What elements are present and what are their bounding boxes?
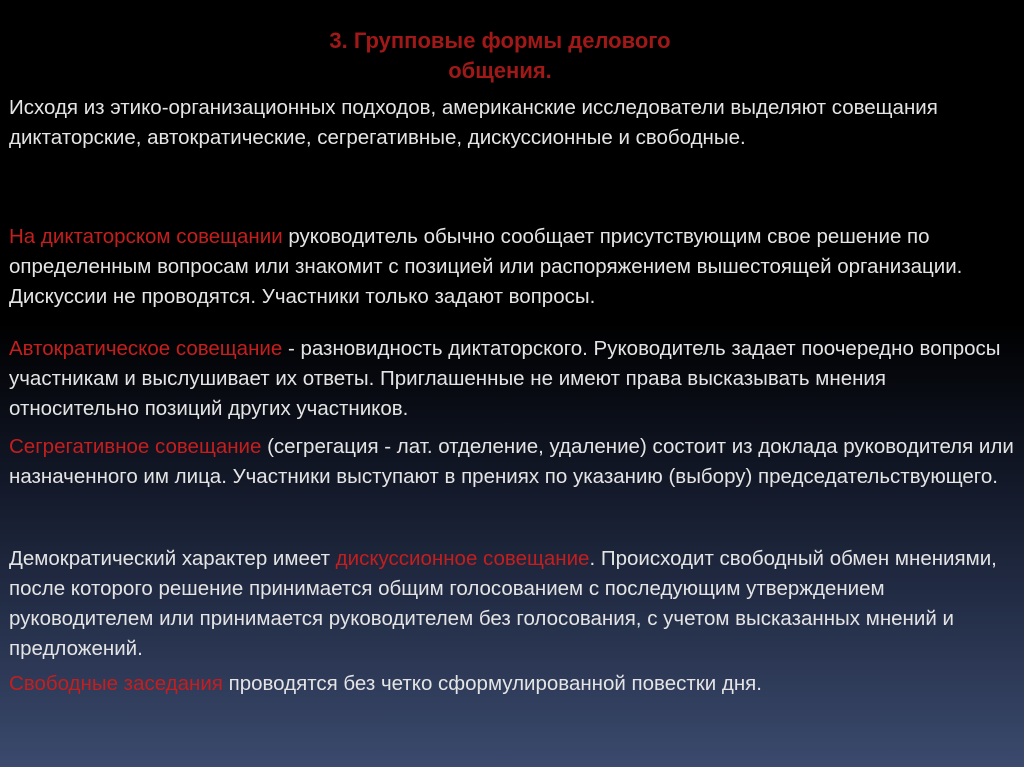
free-sessions-term: Свободные заседания xyxy=(9,672,223,695)
discussion-meeting-term: дискуссионное совещание xyxy=(335,547,590,570)
dictatorial-meeting-text: руководитель обычно сообщает присутствующим свое решение по определенным вопросам или знакомит с позицией или распоряжением вышестоящей организации. Дискуссии не проводятся. Участники только задают вопросы. xyxy=(9,225,963,308)
dictatorial-meeting-term: На диктаторском совещании xyxy=(9,225,283,248)
segregative-meeting-text: (сегрегация - лат. отделение, удаление) состоит из доклада руководителя или назначенного им лица. Участники выступают в прениях по указанию (выбору) председательствующего. xyxy=(9,435,1014,488)
free-sessions-text: проводятся без четко сформулированной повестки дня. xyxy=(222,672,762,695)
segregative-meeting-paragraph xyxy=(9,432,1014,492)
autocratic-meeting-paragraph xyxy=(9,334,1014,424)
free-sessions-paragraph xyxy=(9,669,1014,699)
autocratic-meeting-term: Автократическое совещание xyxy=(9,337,283,360)
autocratic-meeting-text: - разновидность диктаторского. Руководитель задает поочередно вопросы участникам и выслушивает их ответы. Приглашенные не имеют права высказывать мнения относительно позиций других участников. xyxy=(9,337,1001,420)
discussion-meeting-paragraph xyxy=(9,544,1014,664)
discussion-meeting-lead: Демократический характер имеет xyxy=(9,547,336,570)
dictatorial-meeting-paragraph xyxy=(9,222,1014,312)
slide-title-line-1: 3. Групповые формы делового xyxy=(329,28,671,53)
slide-title-line-2: общения. xyxy=(448,58,552,83)
discussion-meeting-text: . Происходит свободный обмен мнениями, после которого решение принимается общим голосованием с последующим утверждением руководителем или принимается руководителем без голосования, с учетом высказанных мнений и предложений. xyxy=(9,547,997,660)
segregative-meeting-term: Сегрегативное совещание xyxy=(9,435,262,458)
slide-title xyxy=(280,26,720,86)
intro-paragraph: Исходя из этико-организационных подходов, американские исследователи выделяют совещания диктаторские, автократические, сегрегативные, дискуссионные и свободные. xyxy=(9,96,938,149)
